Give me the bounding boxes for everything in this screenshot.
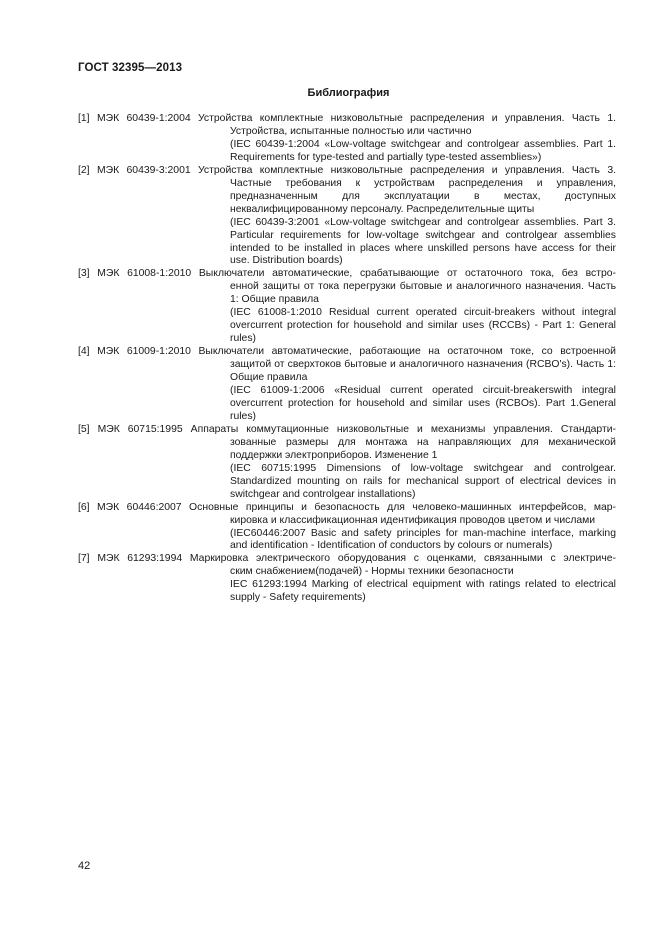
entry-english-reference: (IEC 60439-3:2001 «Low-voltage switchgear and controlgear assemblies. Part 3. Particular requirements for low-voltage switchgear and controlgear assemblies intended to be installed in places where unskilled persons have access for their use. Distribution boards) [230, 216, 616, 267]
entry-first-line: [4] МЭК 61009-1:2010 Выключатели автоматические, работающие на остаточном токе, со встроенной [78, 346, 616, 358]
bibliography-entry [78, 165, 616, 269]
bibliography-entry [78, 424, 616, 502]
bibliography-entry [78, 268, 616, 346]
entry-english-reference: (IEC 61008-1:2010 Residual current operated circuit-breakers without integral overcurrent protection for household and similar uses (RCCBs) - Part 1: General rules) [230, 307, 616, 345]
page-number: 42 [78, 860, 91, 872]
entry-russian-continuation: Частные требования к устройствам распределения и управления, предназначенным для эксплуатации в местах, доступных неквалифицированному персоналу. Распределительные щиты [230, 177, 616, 215]
entry-english-reference: (IEC60446:2007 Basic and safety principles for man-machine interface, marking and identification - Identification of conductors by colours or numerals) [230, 527, 616, 552]
bibliography-entry [78, 113, 616, 165]
entry-russian-continuation: енной защиты от тока перегрузки бытовые и аналогичного назначения. Часть 1: Общие правила [230, 281, 616, 306]
entry-english-reference: (IEC 61009-1:2006 «Residual current operated circuit-breakerswith integral overcurrent protection for household and similar uses (RCBOs). Part 1.General rules) [230, 385, 616, 422]
entry-russian-continuation: зованные размеры для монтажа на направляющих для механической поддержки электроприборов. Изменение 1 [230, 436, 616, 461]
entry-first-line: [6] МЭК 60446:2007 Основные принципы и безопасность для человеко-машинных интерфейсов, мар- [78, 501, 616, 513]
entry-russian-continuation: кировка и классификационная идентификация проводов цветом и числами [230, 514, 596, 526]
entry-english-reference: IEC 61293:1994 Marking of electrical equipment with ratings related to electrical supply - Safety requirements) [230, 579, 616, 604]
entry-first-line: [1] МЭК 60439-1:2004 Устройства комплектные низковольтные распределения и управления. Часть 1. [78, 113, 616, 124]
bibliography-list [78, 113, 616, 605]
entry-first-line: [3] МЭК 61008-1:2010 Выключатели автоматические, срабатывающие от остаточного тока, без встро- [78, 268, 616, 280]
entry-english-reference: (IEC 60439-1:2004 «Low-voltage switchgear and controlgear assemblies. Part 1. Requirements for type-tested and partially type-tested assemblies») [230, 138, 616, 163]
bibliography-entry [78, 502, 616, 554]
entry-first-line: [5] МЭК 60715:1995 Аппараты коммутационные низковольтные и механизмы управления. Стандарти- [78, 423, 616, 435]
standard-header: ГОСТ 32395—2013 [78, 62, 183, 74]
entry-first-line: [2] МЭК 60439-3:2001 Устройства комплектные низковольтные распределения и управления. Часть 3. [78, 164, 616, 176]
bibliography-entry [78, 553, 616, 605]
page-title: Библиография [307, 87, 390, 99]
entry-english-reference: (IEC 60715:1995 Dimensions of low-voltage switchgear and controlgear. Standardized mounting on rails for mechanical support of electrical devices in switchgear and controlgear installations) [230, 462, 616, 500]
entry-russian-continuation: ским снабжением(подачей) - Нормы техники безопасности [230, 566, 514, 578]
entry-first-line: [7] МЭК 61293:1994 Маркировка электрического оборудования с оценками, связанными с электриче- [78, 553, 616, 565]
entry-russian-continuation: защитой от сверхтоков бытовые и аналогичного назначения (RCBO's). Часть 1: Общие правила [230, 359, 616, 384]
entry-russian-continuation: Устройства, испытанные полностью или частично [230, 125, 472, 137]
bibliography-entry [78, 346, 616, 424]
